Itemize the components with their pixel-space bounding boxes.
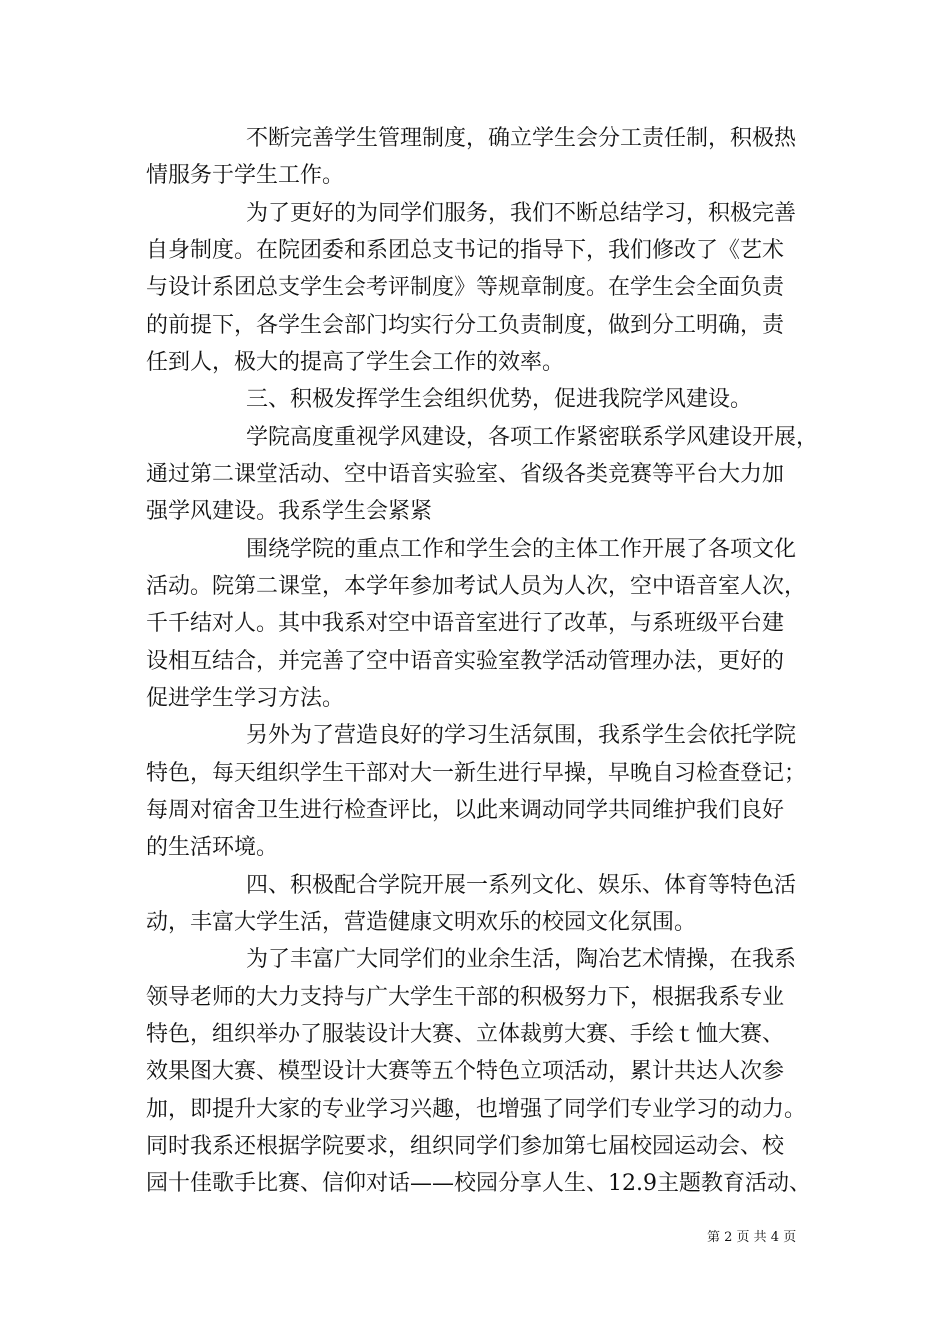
- text-line: 的前提下，各学生会部门均实行分工负责制度，做到分工明确，责: [146, 313, 785, 338]
- text-line: 任到人，极大的提高了学生会工作的效率。: [146, 350, 565, 375]
- text-line: 的生活环境。: [146, 835, 279, 860]
- text-line: 同时我系还根据学院要求，组织同学们参加第七届校园运动会、校: [146, 1134, 785, 1159]
- text-line: 设相互结合，并完善了空中语音实验室教学活动管理办法，更好的: [146, 649, 785, 674]
- text-line: 学院高度重视学风建设，各项工作紧密联系学风建设开展，: [246, 425, 819, 450]
- text-line: 加，即提升大家的专业学习兴趣，也增强了同学们专业学习的动力。: [146, 1097, 807, 1122]
- text-line: 园十佳歌手比赛、信仰对话——校园分享人生、12.9主题教育活动、: [146, 1171, 811, 1196]
- text-line: 自身制度。在院团委和系团总支书记的指导下，我们修改了《艺术: [146, 238, 785, 263]
- text-line: 效果图大赛、模型设计大赛等五个特色立项活动，累计共达人次参: [146, 1059, 785, 1084]
- text-line: 每周对宿舍卫生进行检查评比，以此来调动同学共同维护我们良好: [146, 798, 785, 823]
- text-line: 动，丰富大学生活，营造健康文明欢乐的校园文化氛围。: [146, 910, 697, 935]
- text-line: 情服务于学生工作。: [146, 163, 345, 188]
- text-line: 围绕学院的重点工作和学生会的主体工作开展了各项文化: [246, 537, 797, 562]
- text-line: 特色，组织举办了服装设计大赛、立体裁剪大赛、手绘ｔ恤大赛、: [146, 1022, 785, 1047]
- section-heading: 三、积极发挥学生会组织优势，促进我院学风建设。: [246, 387, 753, 412]
- text-line: 为了丰富广大同学们的业余生活，陶冶艺术情操，在我系: [246, 947, 797, 972]
- text-line: 领导老师的大力支持与广大学生干部的积极努力下，根据我系专业: [146, 985, 785, 1010]
- text-line: 特色，每天组织学生干部对大一新生进行早操，早晚自习检查登记；: [146, 761, 807, 786]
- text-line: 强学风建设。我系学生会紧紧: [146, 499, 433, 524]
- page-number-footer: 第 2 页 共 4 页: [707, 1230, 797, 1245]
- text-line: 与设计系团总支学生会考评制度》等规章制度。在学生会全面负责: [146, 275, 785, 300]
- text-line: 活动。院第二课堂，本学年参加考试人员为人次，空中语音室人次，: [146, 574, 807, 599]
- text-line: 不断完善学生管理制度，确立学生会分工责任制，积极热: [246, 126, 797, 151]
- section-heading: 四、积极配合学院开展一系列文化、娱乐、体育等特色活: [246, 873, 797, 898]
- text-line: 促进学生学习方法。: [146, 686, 345, 711]
- text-line: 另外为了营造良好的学习生活氛围，我系学生会依托学院: [246, 723, 797, 748]
- text-line: 通过第二课堂活动、空中语音实验室、省级各类竞赛等平台大力加: [146, 462, 785, 487]
- text-line: 千千结对人。其中我系对空中语音室进行了改革，与系班级平台建: [146, 611, 785, 636]
- text-line: 为了更好的为同学们服务，我们不断总结学习，积极完善: [246, 201, 797, 226]
